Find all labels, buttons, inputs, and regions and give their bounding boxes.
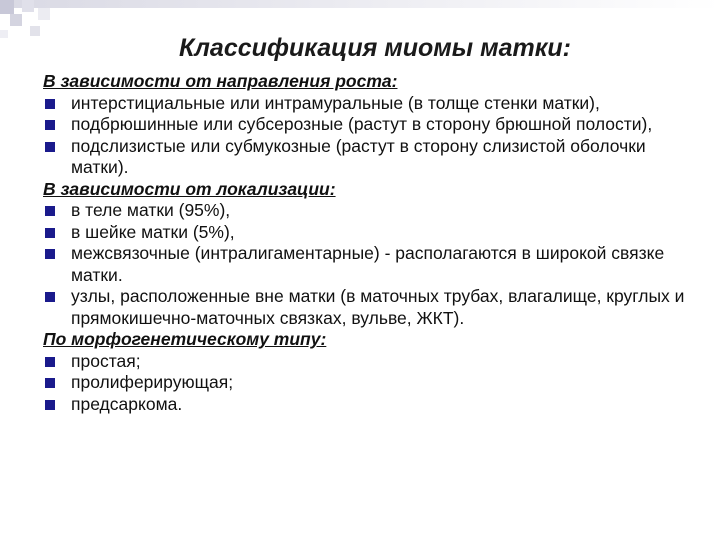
list-item: простая; — [43, 351, 693, 373]
square-bullet-icon — [45, 120, 55, 130]
square-bullet-icon — [45, 249, 55, 259]
square-bullet-icon — [45, 206, 55, 216]
section-heading-morphogenetic: По морфогенетическому типу: — [43, 329, 327, 349]
square-bullet-icon — [45, 400, 55, 410]
square-bullet-icon — [45, 99, 55, 109]
classification-list — [43, 71, 693, 415]
section-heading-growth: В зависимости от направления роста: — [43, 71, 398, 91]
square-bullet-icon — [45, 228, 55, 238]
square-bullet-icon — [45, 292, 55, 302]
list-item: узлы, расположенные вне матки (в маточных трубах, влагалище, круглых и прямокишечно-маточных связках, вульве, ЖКТ). — [43, 286, 693, 329]
list-item: интерстициальные или интрамуральные (в толще стенки матки), — [43, 93, 693, 115]
list-item: в теле матки (95%), — [43, 200, 693, 222]
section-heading-localization: В зависимости от локализации: — [43, 178, 336, 199]
slide-title: Классификация миомы матки: — [179, 34, 571, 62]
square-bullet-icon — [45, 142, 55, 152]
square-bullet-icon — [45, 378, 55, 388]
list-item: пролиферирующая; — [43, 372, 693, 394]
list-item: в шейке матки (5%), — [43, 222, 693, 244]
list-item: межсвязочные (интралигаментарные) - располагаются в широкой связке матки. — [43, 243, 693, 286]
list-item: подбрюшинные или субсерозные (растут в сторону брюшной полости), — [43, 114, 693, 136]
list-item: подслизистые или субмукозные (растут в сторону слизистой оболочки матки). — [43, 136, 693, 179]
square-bullet-icon — [45, 357, 55, 367]
list-item: предсаркома. — [43, 394, 693, 416]
